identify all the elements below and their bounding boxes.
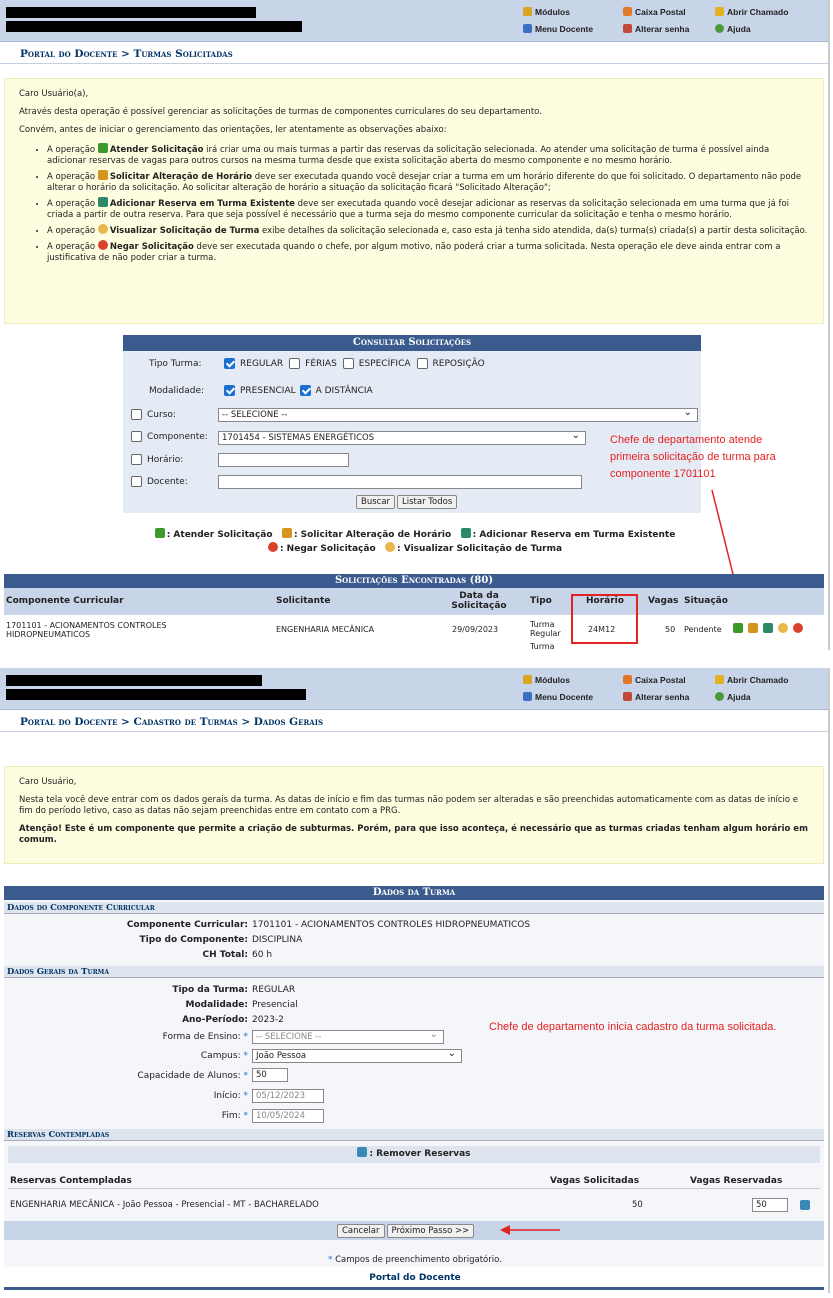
ferias-checkbox[interactable]	[289, 358, 300, 369]
ticket-icon	[715, 7, 724, 16]
caixa-postal-link[interactable]: Caixa Postal	[623, 5, 715, 18]
buscar-button[interactable]: Buscar	[356, 495, 395, 509]
componente-select[interactable]: 1701454 - SISTEMAS ENERGÉTICOS ⌄	[218, 431, 586, 445]
forma-ensino-select[interactable]: -- SELECIONE -- ⌄	[252, 1030, 444, 1044]
section-reservas: Reservas Contempladas	[4, 1129, 824, 1141]
section-dados-gerais: Dados Gerais da Turma	[4, 966, 824, 978]
operations-list	[47, 143, 809, 264]
menu-icon	[523, 24, 532, 33]
mailbox-icon	[623, 7, 632, 16]
add-reserve-icon	[461, 528, 471, 538]
top-menu	[523, 5, 823, 35]
list-item: • A operação Adicionar Reserva em Turma Existente deve ser executada quando você desejar adicionar as reservas da solicitação selecionada em uma turma que já foi criada a partir de outra reserva. Para que seja possível é necessário que a turma seja do mesmo componente curricular da solicitação e tenha o mesmo horário.	[47, 197, 809, 221]
change-time-icon	[98, 170, 108, 180]
abrir-chamado-link[interactable]: Abrir Chamado	[715, 673, 817, 686]
form-buttons	[356, 495, 457, 509]
portal-docente-link[interactable]: Portal do Docente	[369, 1273, 461, 1283]
curso-row: Curso:	[131, 409, 176, 420]
docente-row: Docente:	[131, 476, 188, 487]
capacidade-input[interactable]: 50	[252, 1068, 288, 1082]
top-bar	[0, 0, 828, 42]
annotation-1: Chefe de departamento atende primeira solicitação de turma para componente 1701101	[610, 434, 776, 480]
intro-paragraph-2: Convém, antes de iniciar o gerenciamento das orientações, ler atentamente as observações abaixo:	[19, 125, 447, 135]
change-time-icon	[282, 528, 292, 538]
docente-input[interactable]	[218, 475, 582, 489]
list-item: • A operação Visualizar Solicitação de Turma exibe detalhes da solicitação selecionada e, caso esta já tenha sido atendida, da(s) turma(s) criada(s) a partir desta solicitação.	[47, 224, 809, 237]
redacted-block	[6, 689, 306, 700]
listar-todos-button[interactable]: Listar Todos	[397, 495, 457, 509]
help-icon	[715, 24, 724, 33]
reposicao-checkbox[interactable]	[417, 358, 428, 369]
greeting: Caro Usuário(a),	[19, 89, 89, 99]
negar-icon[interactable]	[793, 623, 803, 633]
deny-icon	[98, 240, 108, 250]
redacted-block	[6, 7, 256, 18]
intro-paragraph: Nesta tela você deve entrar com os dados gerais da turma. As datas de início e fim das turmas não podem ser alteradas e são preenchidas automaticamente com as datas de início e fim do período letivo, caso as datas não sejam preenchidas entre em contato com a PRG.	[19, 795, 798, 816]
key-icon	[623, 24, 632, 33]
reservas-header: Reservas Contempladas Vagas Solicitadas Vagas Reservadas	[8, 1172, 820, 1189]
ajuda-link[interactable]: Ajuda	[715, 690, 817, 703]
top-menu	[523, 673, 823, 703]
proximo-passo-button[interactable]: Próximo Passo >>	[387, 1224, 475, 1238]
required-note: * Campos de preenchimento obrigatório.	[328, 1255, 502, 1265]
inicio-input[interactable]: 05/12/2023	[252, 1089, 324, 1103]
curso-select[interactable]: -- SELECIONE -- ⌄	[218, 408, 698, 422]
alterar-senha-link[interactable]: Alterar senha	[623, 22, 715, 35]
caixa-postal-link[interactable]: Caixa Postal	[623, 673, 715, 686]
list-item: • A operação Atender Solicitação irá criar uma ou mais turmas a partir das reservas da solicitação selecionada. Ao atender uma solicitação de turma é possível ainda adicionar reservas de vagas para outros cursos na mesma turma desde que exista solicitação aberta do mesmo componente e no mesmo horário.	[47, 143, 809, 167]
horario-highlight	[571, 594, 638, 644]
search-form	[123, 335, 701, 513]
adicionar-reserva-icon[interactable]	[763, 623, 773, 633]
visualizar-icon[interactable]	[778, 623, 788, 633]
mailbox-icon	[623, 675, 632, 684]
help-icon	[715, 692, 724, 701]
componente-row: Componente:	[131, 431, 208, 442]
modulos-link[interactable]: Módulos	[523, 673, 623, 686]
warning-paragraph: Atenção! Este é um componente que permite a criação de subturmas. Porém, para que isso aconteça, é necessário que as turmas criadas tenham algum horário em comum.	[19, 824, 808, 845]
intro-paragraph: Através desta operação é possível gerenciar as solicitações de turmas de componentes curriculares do seu departamento.	[19, 107, 542, 117]
dados-turma-title: Dados da Turma	[4, 886, 824, 900]
row-actions	[733, 623, 805, 633]
abrir-chamado-link[interactable]: Abrir Chamado	[715, 5, 817, 18]
redacted-block	[6, 21, 302, 32]
section-componente: Dados do Componente Curricular	[4, 902, 824, 914]
ajuda-link[interactable]: Ajuda	[715, 22, 817, 35]
top-bar	[0, 668, 828, 710]
annotation-2: Chefe de departamento inicia cadastro da turma solicitada.	[489, 1021, 777, 1033]
breadcrumb: Portal do Docente > Turmas Solicitadas	[0, 42, 828, 64]
actions-legend: : Atender Solicitação : Solicitar Alteração de Horário : Adicionar Reserva em Turma Existente : Negar Solicitação : Visualizar Solicitação de Turma	[0, 528, 830, 556]
add-reserve-icon	[98, 197, 108, 207]
componente-checkbox[interactable]	[131, 431, 142, 442]
key-icon	[623, 692, 632, 701]
magnifier-icon	[98, 224, 108, 234]
tipo-turma-row: Tipo Turma: REGULAR FÉRIAS ESPECÍFICA REPOSIÇÃO	[149, 358, 485, 369]
instructions-box	[4, 78, 824, 324]
presencial-checkbox[interactable]	[224, 385, 235, 396]
menu-docente-link[interactable]: Menu Docente	[523, 690, 623, 703]
bottom-rule	[4, 1287, 824, 1290]
campus-select[interactable]: João Pessoa ⌄	[252, 1049, 462, 1063]
list-item: • A operação Negar Solicitação deve ser executada quando o chefe, por algum motivo, não poderá criar a turma solicitada. Nesta operação ele deve ainda entrar com a justificativa de não poder criar a turma.	[47, 240, 809, 264]
horario-row: Horário:	[131, 454, 183, 465]
annotation-arrow	[500, 1224, 562, 1236]
alterar-horario-icon[interactable]	[748, 623, 758, 633]
atender-icon[interactable]	[733, 623, 743, 633]
remove-icon[interactable]	[800, 1200, 810, 1210]
ticket-icon	[715, 675, 724, 684]
list-item: • A operação Solicitar Alteração de Horário deve ser executada quando você desejar criar a turma em um horário diferente do que foi solicitado. O departamento não pode alterar o horário da solicitação. Ao solicitar alteração de horário a situação da solicitação ficará "Solicitado Alteração";	[47, 170, 809, 194]
results-title: Solicitações Encontradas (80)	[4, 574, 824, 588]
instructions-box	[4, 766, 824, 864]
vagas-reservadas-input[interactable]: 50	[752, 1198, 788, 1212]
results-header: Componente Curricular Solicitante Data da Solicitação Tipo Horário Vagas Situação	[4, 588, 824, 615]
fim-input[interactable]: 10/05/2024	[252, 1109, 324, 1123]
modules-icon	[523, 7, 532, 16]
magnifier-icon	[385, 542, 395, 552]
curso-checkbox[interactable]	[131, 409, 142, 420]
modulos-link[interactable]: Módulos	[523, 5, 623, 18]
screenshot-turmas-solicitadas: Módulos Caixa Postal Abrir Chamado Menu Docente Alterar senha Ajuda Portal do Docente > Turmas Solicitadas Caro Usuário(a), Através desta operação é possível gerenciar as solicitações de turmas de componentes curriculares do seu departamento. Convém, antes de iniciar o gerenciamento das orientações, ler atentamente as observações abaixo: • A operação Atender Solicitação irá criar uma ou mais turmas a partir das reservas da solicitação selecionada. Ao atender uma solicitação de turma é possível ainda adicionar reservas de vagas para outros cursos na mesma turma desde que exista solicitação aberta do mesmo componente e no mesmo horário. • A operação Solicitar Alteração de Horário deve ser executada quando você desejar criar a turma em um horário diferente do que foi solicitado. O departamento não pode alterar o horário da solicitação. Ao solicitar alteração de horário a situação da solicitação ficará "Solicitado Alteração"; • A operação Adicionar Reserva em Turma Existente deve ser executada quando você desejar adicionar as reservas da solicitação selecionada em uma turma que já foi criada a partir de outra reserva. Para que seja possível é necessário que a turma seja do mesmo componente curricular da solicitação e tenha o mesmo horário. • A operação Visualizar Solicitação de Turma exibe detalhes da solicitação selecionada e, caso esta já tenha sido atendida, da(s) turma(s) criada(s) a partir desta solicitação. • A operação Negar Solicitação deve ser executada quando o chefe, por algum motivo, não poderá criar a turma solicitada. Nesta operação ele deve ainda entrar com a justificativa de não poder criar a turma. Consultar Solicitações Tipo Turma: REGULAR FÉRIAS ESPECÍFICA REPOSIÇÃO Modalidade: PRESENCIAL A DISTÂNCIA Curso: -- SELECIONE -- ⌄ Componente: 1701454 - SISTEMAS ENERGÉTICOS ⌄ Horário: Docente: Buscar Listar Todos Chefe de departamento atende primeira solicitação de turma para componente 1701101 : Atender Solicitação : Solicitar Alteração de Horário : Adicionar Reserva em Turma Existente : Negar Solicitação : Visualizar Solicitação de Turma Solicitações Encontradas (80) Componente Curricular Solicitante Data da Solicitação Tipo Horário Vagas Situação 1701101 - ACIONAMENTOS CONTROLES HIDROPNEUMATICOS ENGENHARIA MECÂNICA 29/09/2023 Turma Regular 24M12 50 Pendente Turma	[0, 0, 830, 650]
horario-input[interactable]	[218, 453, 349, 467]
menu-icon	[523, 692, 532, 701]
add-plus-icon	[98, 143, 108, 153]
modules-icon	[523, 675, 532, 684]
menu-docente-link[interactable]: Menu Docente	[523, 22, 623, 35]
componente-value: 1701101 - ACIONAMENTOS CONTROLES HIDROPNEUMATICOS	[252, 920, 531, 930]
form-footer	[4, 1221, 824, 1240]
especifica-checkbox[interactable]	[343, 358, 354, 369]
search-form-title: Consultar Solicitações	[123, 335, 701, 351]
regular-checkbox[interactable]	[224, 358, 235, 369]
remover-reservas-legend: : Remover Reservas	[8, 1146, 820, 1163]
greeting: Caro Usuário,	[19, 777, 77, 787]
alterar-senha-link[interactable]: Alterar senha	[623, 690, 715, 703]
docente-checkbox[interactable]	[131, 476, 142, 487]
remove-icon	[357, 1147, 367, 1157]
breadcrumb: Portal do Docente > Cadastro de Turmas > Dados Gerais	[0, 710, 828, 732]
redacted-block	[6, 675, 262, 686]
add-plus-icon	[155, 528, 165, 538]
distancia-checkbox[interactable]	[300, 385, 311, 396]
horario-checkbox[interactable]	[131, 454, 142, 465]
cancelar-button[interactable]: Cancelar	[337, 1224, 385, 1238]
deny-icon	[268, 542, 278, 552]
screenshot-cadastro-turmas: Módulos Caixa Postal Abrir Chamado Menu Docente Alterar senha Ajuda Portal do Docente > Cadastro de Turmas > Dados Gerais Caro Usuário, Nesta tela você deve entrar com os dados gerais da turma. As datas de início e fim das turmas não podem ser alteradas e são preenchidas automaticamente com as datas de início e fim do período letivo, caso as datas não sejam preenchidas entre em contato com a PRG. Atenção! Este é um componente que permite a criação de subturmas. Porém, para que isso aconteça, é necessário que as turmas criadas tenham algum horário em comum. Dados da Turma Dados do Componente Curricular Componente Curricular: 1701101 - ACIONAMENTOS CONTROLES HIDROPNEUMATICOS Tipo do Componente: DISCIPLINA CH Total: 60 h Dados Gerais da Turma Tipo da Turma: REGULAR Modalidade: Presencial Ano-Período: 2023-2 Forma de Ensino: * -- SELECIONE -- ⌄ Campus: * João Pessoa ⌄ Capacidade de Alunos: * 50 Início: * 05/12/2023 Fim: * 10/05/2024 Chefe de departamento inicia cadastro da turma solicitada. Reservas Contempladas : Remover Reservas Reservas Contempladas Vagas Solicitadas Vagas Reservadas ENGENHARIA MECÂNICA - João Pessoa - Presencial - MT - BACHARELADO 50 50 Cancelar Próximo Passo >> * Campos de preenchimento obrigatório. Portal do Docente	[0, 668, 830, 1293]
modalidade-row: Modalidade: PRESENCIAL A DISTÂNCIA	[149, 385, 373, 396]
